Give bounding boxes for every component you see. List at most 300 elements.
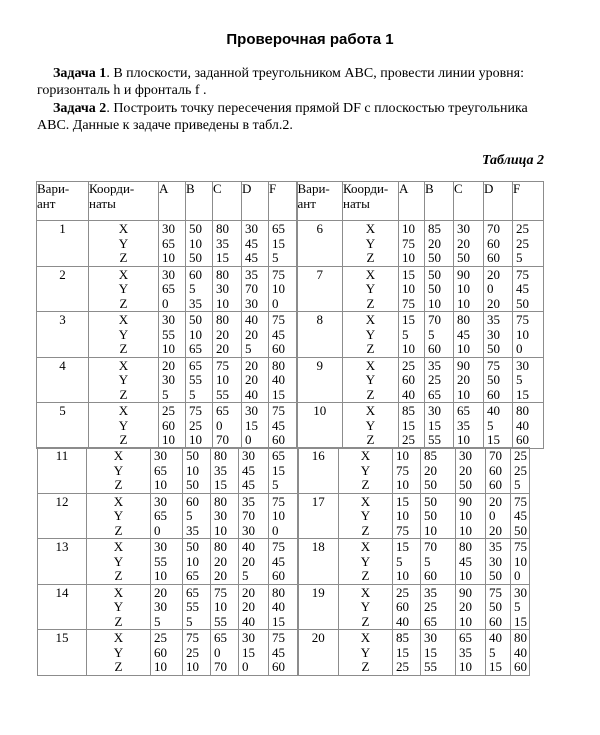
coordinate-label: Z bbox=[114, 659, 123, 674]
point-c-values bbox=[456, 539, 486, 585]
coordinate-label: X bbox=[113, 584, 124, 600]
coordinate-labels bbox=[87, 630, 151, 676]
coordinate-value: 60 bbox=[162, 417, 175, 433]
coordinate-value: 25 bbox=[396, 584, 409, 600]
variant-number: 2 bbox=[37, 266, 89, 312]
coordinate-value: 10 bbox=[514, 553, 527, 569]
variant-number: 14 bbox=[38, 584, 87, 630]
coordinate-value: 50 bbox=[424, 493, 437, 509]
task-1-continuation bbox=[37, 82, 567, 99]
point-f-values bbox=[269, 448, 298, 494]
point-f-values bbox=[511, 493, 530, 539]
coordinate-labels bbox=[89, 266, 159, 312]
coordinate-value: 55 bbox=[428, 432, 441, 447]
coordinate-value: 75 bbox=[514, 493, 527, 509]
coordinate-value: 10 bbox=[216, 295, 229, 311]
coordinate-value: 65 bbox=[428, 386, 441, 402]
coordinate-label: Z bbox=[361, 477, 370, 492]
coordinate-value: 10 bbox=[189, 432, 202, 447]
coordinate-value: 10 bbox=[457, 386, 470, 402]
coordinate-value: 5 bbox=[242, 568, 249, 583]
coordinate-value: 20 bbox=[242, 553, 255, 569]
coordinate-value: 5 bbox=[428, 326, 435, 342]
coordinate-value: 80 bbox=[214, 539, 227, 554]
coordinate-value: 30 bbox=[154, 599, 167, 614]
coordinate-value: 65 bbox=[162, 281, 175, 296]
coordinate-value: 15 bbox=[272, 462, 285, 478]
coordinate-value: 20 bbox=[487, 295, 500, 311]
coordinate-value: 35 bbox=[459, 644, 472, 660]
point-d-values bbox=[486, 448, 511, 494]
coordinate-label: Z bbox=[119, 432, 128, 447]
point-b-values bbox=[183, 584, 211, 630]
page-title: Проверочная работа 1 bbox=[226, 31, 394, 48]
coordinate-label: Y bbox=[113, 599, 124, 614]
coordinate-value: 80 bbox=[459, 539, 472, 554]
variant-number: 9 bbox=[297, 357, 343, 403]
coordinate-label: Z bbox=[119, 341, 128, 356]
coordinate-value: 60 bbox=[272, 341, 285, 356]
coordinate-value: 30 bbox=[459, 448, 472, 463]
coordinate-value: 30 bbox=[242, 630, 255, 645]
coordinate-label: X bbox=[360, 584, 371, 600]
coordinate-label: Y bbox=[118, 417, 129, 433]
coordinate-value: 50 bbox=[189, 312, 202, 327]
point-b-values bbox=[421, 630, 456, 676]
coordinate-label: X bbox=[360, 630, 371, 645]
coordinate-value: 15 bbox=[402, 266, 415, 282]
coordinate-value: 65 bbox=[272, 448, 285, 463]
coordinate-value: 10 bbox=[154, 477, 167, 492]
coordinate-label: X bbox=[360, 448, 371, 463]
coordinate-value: 40 bbox=[487, 403, 500, 418]
header-variant: Вари- ант bbox=[297, 182, 343, 221]
coordinate-value: 30 bbox=[154, 448, 167, 463]
variant-number: 16 bbox=[298, 448, 339, 494]
coordinate-label: Z bbox=[361, 568, 370, 583]
table-row bbox=[37, 266, 544, 312]
header-b: B bbox=[186, 182, 213, 221]
coordinate-value: 10 bbox=[459, 613, 472, 629]
table-row bbox=[38, 448, 530, 494]
task-1 bbox=[37, 65, 583, 82]
table-row bbox=[37, 357, 544, 403]
point-b-values bbox=[421, 539, 456, 585]
coordinate-value: 70 bbox=[242, 508, 255, 523]
coordinate-label: X bbox=[113, 630, 124, 645]
coordinate-value: 10 bbox=[396, 568, 409, 583]
table-row bbox=[38, 630, 530, 676]
coordinate-value: 80 bbox=[216, 266, 229, 282]
coordinate-value: 75 bbox=[514, 539, 527, 554]
coordinate-value: 20 bbox=[487, 266, 500, 282]
coordinate-value: 50 bbox=[489, 599, 502, 614]
coordinate-value: 65 bbox=[214, 630, 227, 645]
coordinate-label: Y bbox=[118, 372, 129, 387]
coordinate-label: Y bbox=[365, 372, 376, 387]
coordinate-value: 20 bbox=[242, 584, 255, 600]
coordinate-value: 25 bbox=[162, 403, 175, 418]
coordinate-value: 65 bbox=[189, 341, 202, 356]
coordinate-value: 5 bbox=[514, 477, 521, 492]
coordinate-value: 15 bbox=[424, 644, 437, 660]
coordinate-value: 15 bbox=[272, 613, 285, 629]
coordinate-value: 65 bbox=[154, 462, 167, 478]
coordinate-value: 50 bbox=[189, 221, 202, 236]
point-d-values bbox=[486, 630, 511, 676]
coordinate-value: 55 bbox=[424, 659, 437, 674]
coordinate-value: 5 bbox=[396, 553, 403, 569]
point-c-values bbox=[454, 357, 484, 403]
point-c-values bbox=[456, 584, 486, 630]
coordinate-value: 80 bbox=[272, 584, 285, 600]
point-c-values bbox=[213, 221, 242, 267]
point-d-values bbox=[484, 266, 513, 312]
coordinate-value: 50 bbox=[487, 341, 500, 356]
coordinate-value: 5 bbox=[154, 613, 161, 629]
coordinate-value: 25 bbox=[424, 599, 437, 614]
coordinate-value: 50 bbox=[459, 477, 472, 492]
coordinate-value: 50 bbox=[428, 281, 441, 296]
point-f-values bbox=[513, 266, 544, 312]
point-b-values bbox=[421, 493, 456, 539]
variant-number: 7 bbox=[297, 266, 343, 312]
variant-number: 15 bbox=[38, 630, 87, 676]
coordinate-value: 0 bbox=[242, 659, 249, 674]
coordinate-label: X bbox=[365, 357, 376, 373]
task-1-text-line2: горизонталь h и фронталь f . bbox=[37, 83, 207, 98]
point-c-values bbox=[211, 584, 239, 630]
coordinate-value: 75 bbox=[272, 312, 285, 327]
coordinate-value: 30 bbox=[162, 266, 175, 282]
point-b-values bbox=[425, 357, 454, 403]
point-f-values bbox=[269, 221, 297, 267]
coordinate-value: 5 bbox=[186, 508, 193, 523]
coordinate-value: 65 bbox=[457, 403, 470, 418]
coordinate-label: X bbox=[365, 312, 376, 327]
coordinate-value: 25 bbox=[189, 417, 202, 433]
task-2-text-line1: . Построить точку пересечения прямой DF с плоскостью треугольника bbox=[106, 101, 528, 116]
coordinate-labels bbox=[343, 266, 399, 312]
coordinate-value: 5 bbox=[489, 644, 496, 660]
point-d-values bbox=[484, 403, 513, 449]
table-header-row bbox=[37, 182, 544, 221]
variant-number: 1 bbox=[37, 221, 89, 267]
point-d-values bbox=[239, 539, 269, 585]
coordinate-value: 35 bbox=[428, 357, 441, 373]
coordinate-value: 40 bbox=[245, 386, 258, 402]
point-b-values bbox=[421, 584, 456, 630]
coordinate-value: 30 bbox=[245, 403, 258, 418]
coordinate-label: Z bbox=[366, 295, 375, 311]
point-a-values bbox=[159, 312, 186, 358]
coordinate-value: 5 bbox=[516, 372, 523, 387]
coordinate-label: Y bbox=[365, 235, 376, 251]
point-c-values bbox=[213, 403, 242, 449]
coordinate-value: 30 bbox=[154, 493, 167, 509]
coordinate-value: 10 bbox=[459, 508, 472, 523]
coordinate-value: 75 bbox=[272, 630, 285, 645]
coordinate-value: 5 bbox=[189, 386, 196, 402]
coordinate-label: X bbox=[118, 221, 129, 236]
coordinate-value: 5 bbox=[516, 250, 523, 265]
point-d-values bbox=[239, 448, 269, 494]
coordinate-value: 70 bbox=[487, 221, 500, 236]
coordinate-label: Z bbox=[366, 432, 375, 447]
variant-number: 3 bbox=[37, 312, 89, 358]
coordinate-labels bbox=[89, 312, 159, 358]
coordinate-value: 50 bbox=[514, 522, 527, 538]
point-a-values bbox=[399, 266, 425, 312]
header-d: D bbox=[242, 182, 269, 221]
coordinate-value: 90 bbox=[457, 266, 470, 282]
coordinate-value: 25 bbox=[516, 221, 529, 236]
point-c-values bbox=[211, 448, 239, 494]
point-a-values bbox=[399, 357, 425, 403]
point-f-values bbox=[511, 539, 530, 585]
point-b-values bbox=[186, 312, 213, 358]
point-a-values bbox=[393, 630, 421, 676]
coordinate-value: 10 bbox=[272, 508, 285, 523]
coordinate-value: 30 bbox=[424, 630, 437, 645]
table-row bbox=[37, 403, 544, 449]
coordinate-value: 65 bbox=[186, 568, 199, 583]
coordinate-value: 55 bbox=[189, 372, 202, 387]
coordinate-value: 5 bbox=[186, 613, 193, 629]
coordinate-value: 0 bbox=[154, 522, 161, 538]
coordinate-value: 85 bbox=[396, 630, 409, 645]
coordinate-value: 10 bbox=[424, 522, 437, 538]
coordinate-value: 65 bbox=[154, 508, 167, 523]
coordinate-label: Y bbox=[360, 553, 371, 569]
coordinate-label: Z bbox=[114, 568, 123, 583]
point-d-values bbox=[484, 312, 513, 358]
table-row bbox=[38, 584, 530, 630]
point-b-values bbox=[183, 539, 211, 585]
point-f-values bbox=[269, 493, 298, 539]
coordinate-value: 35 bbox=[487, 312, 500, 327]
coordinate-value: 80 bbox=[216, 221, 229, 236]
coordinate-value: 80 bbox=[514, 630, 527, 645]
coordinate-label: Z bbox=[361, 659, 370, 674]
coordinate-labels bbox=[89, 403, 159, 449]
point-a-values bbox=[151, 584, 183, 630]
coordinate-label: Z bbox=[361, 522, 370, 538]
task-2-label: Задача 2 bbox=[53, 101, 107, 116]
coordinate-value: 65 bbox=[272, 221, 285, 236]
coordinate-value: 45 bbox=[242, 477, 255, 492]
coordinate-value: 50 bbox=[189, 250, 202, 265]
coordinate-value: 30 bbox=[428, 403, 441, 418]
task-1-text-line1: . В плоскости, заданной треугольником ABC, провести линии уровня: bbox=[106, 66, 524, 81]
coordinate-value: 10 bbox=[402, 281, 415, 296]
variant-number: 18 bbox=[298, 539, 339, 585]
coordinate-value: 35 bbox=[242, 493, 255, 509]
point-a-values bbox=[393, 539, 421, 585]
header-a: A bbox=[159, 182, 186, 221]
coordinate-label: X bbox=[365, 221, 376, 236]
coordinate-value: 20 bbox=[457, 235, 470, 251]
coordinate-value: 10 bbox=[186, 553, 199, 569]
coordinate-value: 5 bbox=[402, 326, 409, 342]
coordinate-value: 55 bbox=[154, 553, 167, 569]
coordinate-value: 15 bbox=[272, 386, 285, 402]
coordinate-value: 20 bbox=[154, 584, 167, 600]
point-c-values bbox=[213, 266, 242, 312]
coordinate-value: 10 bbox=[162, 432, 175, 447]
coordinate-value: 10 bbox=[428, 295, 441, 311]
variant-number: 8 bbox=[297, 312, 343, 358]
coordinate-value: 85 bbox=[424, 448, 437, 463]
coordinate-value: 50 bbox=[457, 250, 470, 265]
coordinate-value: 15 bbox=[272, 235, 285, 251]
coordinate-value: 30 bbox=[516, 357, 529, 373]
header-c: C bbox=[454, 182, 484, 221]
coordinate-value: 40 bbox=[516, 417, 529, 433]
variant-number: 11 bbox=[38, 448, 87, 494]
coordinate-value: 60 bbox=[272, 568, 285, 583]
coordinate-value: 10 bbox=[459, 659, 472, 674]
coordinate-labels bbox=[343, 221, 399, 267]
coordinate-value: 10 bbox=[154, 568, 167, 583]
coordinate-value: 30 bbox=[514, 584, 527, 600]
coordinate-value: 40 bbox=[402, 386, 415, 402]
point-f-values bbox=[269, 539, 298, 585]
coordinate-label: Y bbox=[365, 281, 376, 296]
coordinate-value: 90 bbox=[459, 584, 472, 600]
coordinate-value: 20 bbox=[214, 568, 227, 583]
coordinate-labels bbox=[339, 448, 393, 494]
coordinate-value: 35 bbox=[245, 266, 258, 282]
point-a-values bbox=[151, 539, 183, 585]
coordinate-value: 15 bbox=[214, 477, 227, 492]
point-f-values bbox=[269, 357, 297, 403]
coordinate-value: 60 bbox=[424, 568, 437, 583]
point-b-values bbox=[186, 266, 213, 312]
coordinate-value: 35 bbox=[189, 295, 202, 311]
point-d-values bbox=[484, 357, 513, 403]
coordinate-value: 55 bbox=[186, 599, 199, 614]
coordinate-label: X bbox=[113, 493, 124, 509]
point-f-values bbox=[269, 266, 297, 312]
coordinate-labels bbox=[339, 539, 393, 585]
coordinate-value: 70 bbox=[428, 312, 441, 327]
coordinate-value: 40 bbox=[272, 599, 285, 614]
header-variant: Вари- ант bbox=[37, 182, 89, 221]
point-f-values bbox=[513, 357, 544, 403]
coordinate-value: 65 bbox=[216, 403, 229, 418]
coordinate-value: 5 bbox=[424, 553, 431, 569]
coordinate-labels bbox=[89, 221, 159, 267]
coordinate-value: 5 bbox=[272, 250, 279, 265]
coordinate-value: 25 bbox=[186, 644, 199, 660]
coordinate-label: Y bbox=[118, 326, 129, 342]
coordinate-value: 20 bbox=[245, 326, 258, 342]
coordinate-value: 55 bbox=[162, 326, 175, 342]
coordinate-value: 80 bbox=[272, 357, 285, 373]
coordinate-label: Z bbox=[119, 386, 128, 402]
coordinate-value: 30 bbox=[154, 539, 167, 554]
coordinate-value: 10 bbox=[186, 462, 199, 478]
coordinate-value: 35 bbox=[186, 522, 199, 538]
coordinate-value: 75 bbox=[189, 403, 202, 418]
coordinate-value: 30 bbox=[489, 553, 502, 569]
coordinate-value: 75 bbox=[214, 584, 227, 600]
point-a-values bbox=[151, 630, 183, 676]
coordinate-labels bbox=[339, 630, 393, 676]
point-d-values bbox=[242, 221, 269, 267]
point-b-values bbox=[425, 266, 454, 312]
coordinate-label: X bbox=[113, 448, 124, 463]
variant-number: 13 bbox=[38, 539, 87, 585]
coordinate-value: 45 bbox=[272, 326, 285, 342]
point-b-values bbox=[186, 357, 213, 403]
variant-number: 5 bbox=[37, 403, 89, 449]
coordinate-value: 55 bbox=[214, 613, 227, 629]
coordinate-value: 65 bbox=[459, 630, 472, 645]
coordinate-label: Z bbox=[114, 522, 123, 538]
point-d-values bbox=[486, 493, 511, 539]
coordinate-value: 15 bbox=[516, 386, 529, 402]
point-f-values bbox=[269, 312, 297, 358]
point-c-values bbox=[211, 493, 239, 539]
coordinate-value: 50 bbox=[424, 477, 437, 492]
coordinate-value: 10 bbox=[516, 326, 529, 342]
point-a-values bbox=[159, 357, 186, 403]
table-row bbox=[38, 539, 530, 585]
coordinate-value: 75 bbox=[272, 403, 285, 418]
coordinate-value: 10 bbox=[402, 221, 415, 236]
variant-number: 12 bbox=[38, 493, 87, 539]
coordinate-value: 75 bbox=[186, 630, 199, 645]
coordinate-value: 0 bbox=[487, 281, 494, 296]
coordinate-value: 20 bbox=[459, 462, 472, 478]
point-c-values bbox=[454, 403, 484, 449]
point-c-values bbox=[454, 221, 484, 267]
coordinate-value: 75 bbox=[396, 462, 409, 478]
coordinate-value: 10 bbox=[459, 568, 472, 583]
table-row bbox=[37, 312, 544, 358]
coordinate-value: 50 bbox=[428, 266, 441, 282]
point-b-values bbox=[425, 403, 454, 449]
point-a-values bbox=[399, 221, 425, 267]
table-caption: Таблица 2 bbox=[482, 153, 544, 168]
coordinate-labels bbox=[339, 493, 393, 539]
coordinate-labels bbox=[343, 357, 399, 403]
coordinate-value: 20 bbox=[457, 372, 470, 387]
coordinate-value: 45 bbox=[457, 326, 470, 342]
point-c-values bbox=[456, 448, 486, 494]
coordinate-value: 60 bbox=[514, 659, 527, 674]
coordinate-value: 70 bbox=[424, 539, 437, 554]
coordinate-label: Y bbox=[360, 644, 371, 660]
point-d-values bbox=[242, 357, 269, 403]
coordinate-value: 30 bbox=[245, 221, 258, 236]
coordinate-value: 0 bbox=[216, 417, 223, 433]
point-d-values bbox=[486, 584, 511, 630]
coordinate-value: 10 bbox=[214, 522, 227, 538]
coordinate-label: Z bbox=[361, 613, 370, 629]
coordinate-value: 20 bbox=[489, 522, 502, 538]
point-b-values bbox=[425, 312, 454, 358]
coordinate-label: Y bbox=[113, 644, 124, 660]
coordinate-value: 10 bbox=[457, 432, 470, 447]
variant-number: 17 bbox=[298, 493, 339, 539]
coordinate-value: 85 bbox=[402, 403, 415, 418]
coordinate-value: 75 bbox=[516, 266, 529, 282]
coordinate-label: Z bbox=[119, 250, 128, 265]
coordinate-value: 60 bbox=[487, 250, 500, 265]
